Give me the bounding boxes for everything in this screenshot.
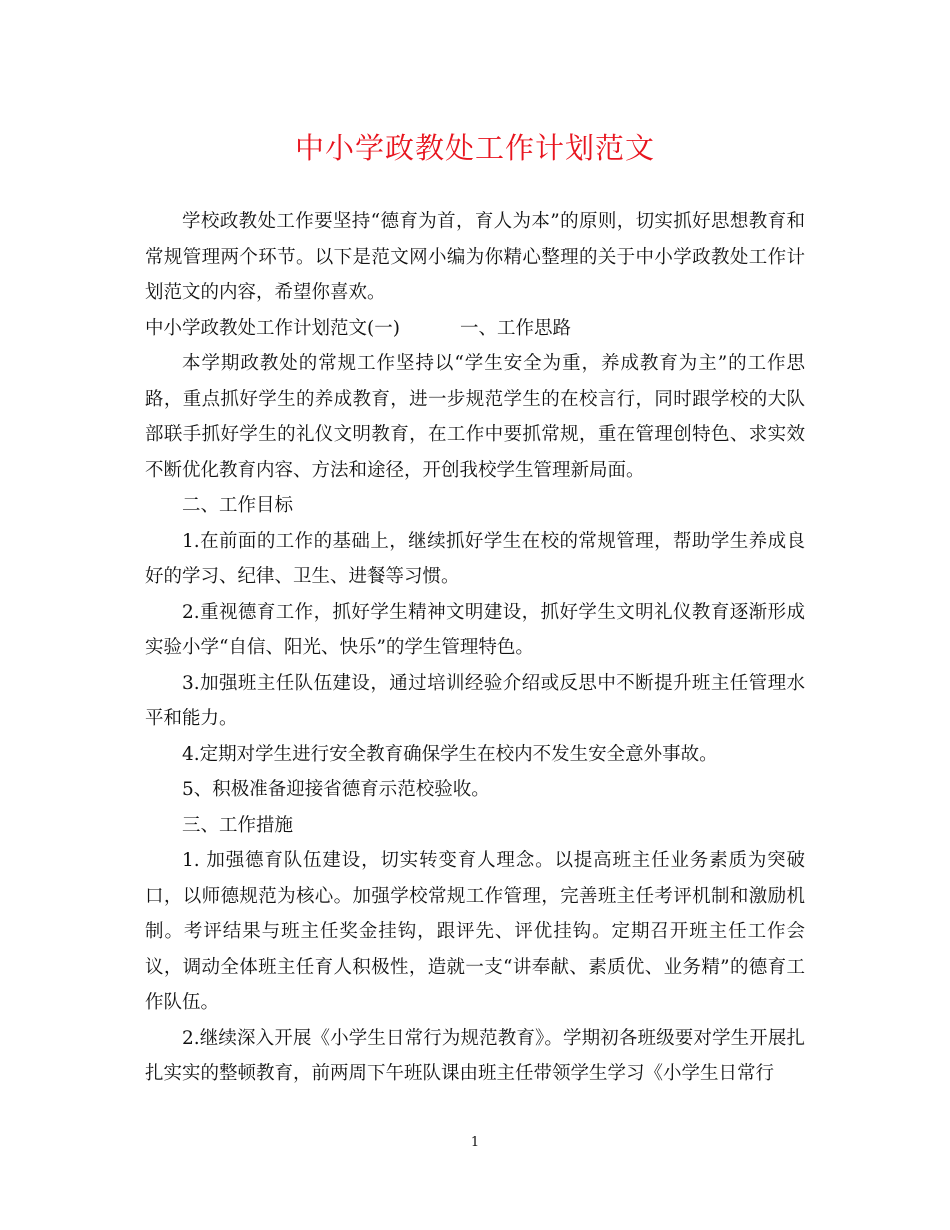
section-heading	[145, 311, 805, 347]
measures-heading: 三、工作措施	[182, 814, 294, 836]
measure-item-1: 1. 加强德育队伍建设，切实转变育人理念。以提高班主任业务素质为突破口，以师德规范为核心。加强学校常规工作管理，完善班主任考评机制和激励机制。考评结果与班主任奖金挂钩，跟评先、评优挂钩。定期召开班主任工作会议，调动全体班主任育人积极性，造就一支“讲奉献、素质优、业务精”的德育工作队伍。	[145, 850, 805, 1013]
page-number: 1	[470, 1135, 480, 1150]
goal-item-2: 2.重视德育工作，抓好学生精神文明建设，抓好学生文明礼仪教育逐渐形成实验小学“自信、阳光、快乐”的学生管理特色。	[145, 601, 805, 658]
page-title: 中小学政教处工作计划范文	[294, 131, 655, 165]
goal-item-5: 5、积极准备迎接省德育示范校验收。	[182, 779, 490, 800]
section-heading-title: 中小学政教处工作计划范文(一)	[145, 317, 400, 339]
thinking-paragraph: 本学期政教处的常规工作坚持以“学生安全为重，养成教育为主”的工作思路，重点抓好学生的养成教育，进一步规范学生的在校言行，同时跟学校的大队部联手抓好学生的礼仪文明教育，在工作中要抓常规，重在管理创特色、求实效不断优化教育内容、方法和途径，开创我校学生管理新局面。	[145, 353, 805, 481]
goals-heading: 二、工作目标	[182, 495, 294, 516]
document-body	[145, 204, 805, 1092]
goal-item-4: 4.定期对学生进行安全教育确保学生在校内不发生安全意外事故。	[182, 743, 718, 765]
section-heading-subtitle: 一、工作思路	[459, 317, 571, 339]
goal-item-3: 3.加强班主任队伍建设，通过培训经验介绍或反思中不断提升班主任管理水平和能力。	[145, 672, 805, 729]
goal-item-1: 1.在前面的工作的基础上，继续抓好学生在校的常规管理，帮助学生养成良好的学习、纪律、卫生、进餐等习惯。	[145, 530, 805, 587]
intro-paragraph: 学校政教处工作要坚持“德育为首，育人为本”的原则，切实抓好思想教育和常规管理两个环节。以下是范文网小编为你精心整理的关于中小学政教处工作计划范文的内容，希望你喜欢。	[145, 211, 805, 303]
measure-item-2: 2.继续深入开展《小学生日常行为规范教育》。学期初各班级要对学生开展扎扎实实的整顿教育，前两周下午班队课由班主任带领学生学习《小学生日常行	[145, 1027, 805, 1084]
